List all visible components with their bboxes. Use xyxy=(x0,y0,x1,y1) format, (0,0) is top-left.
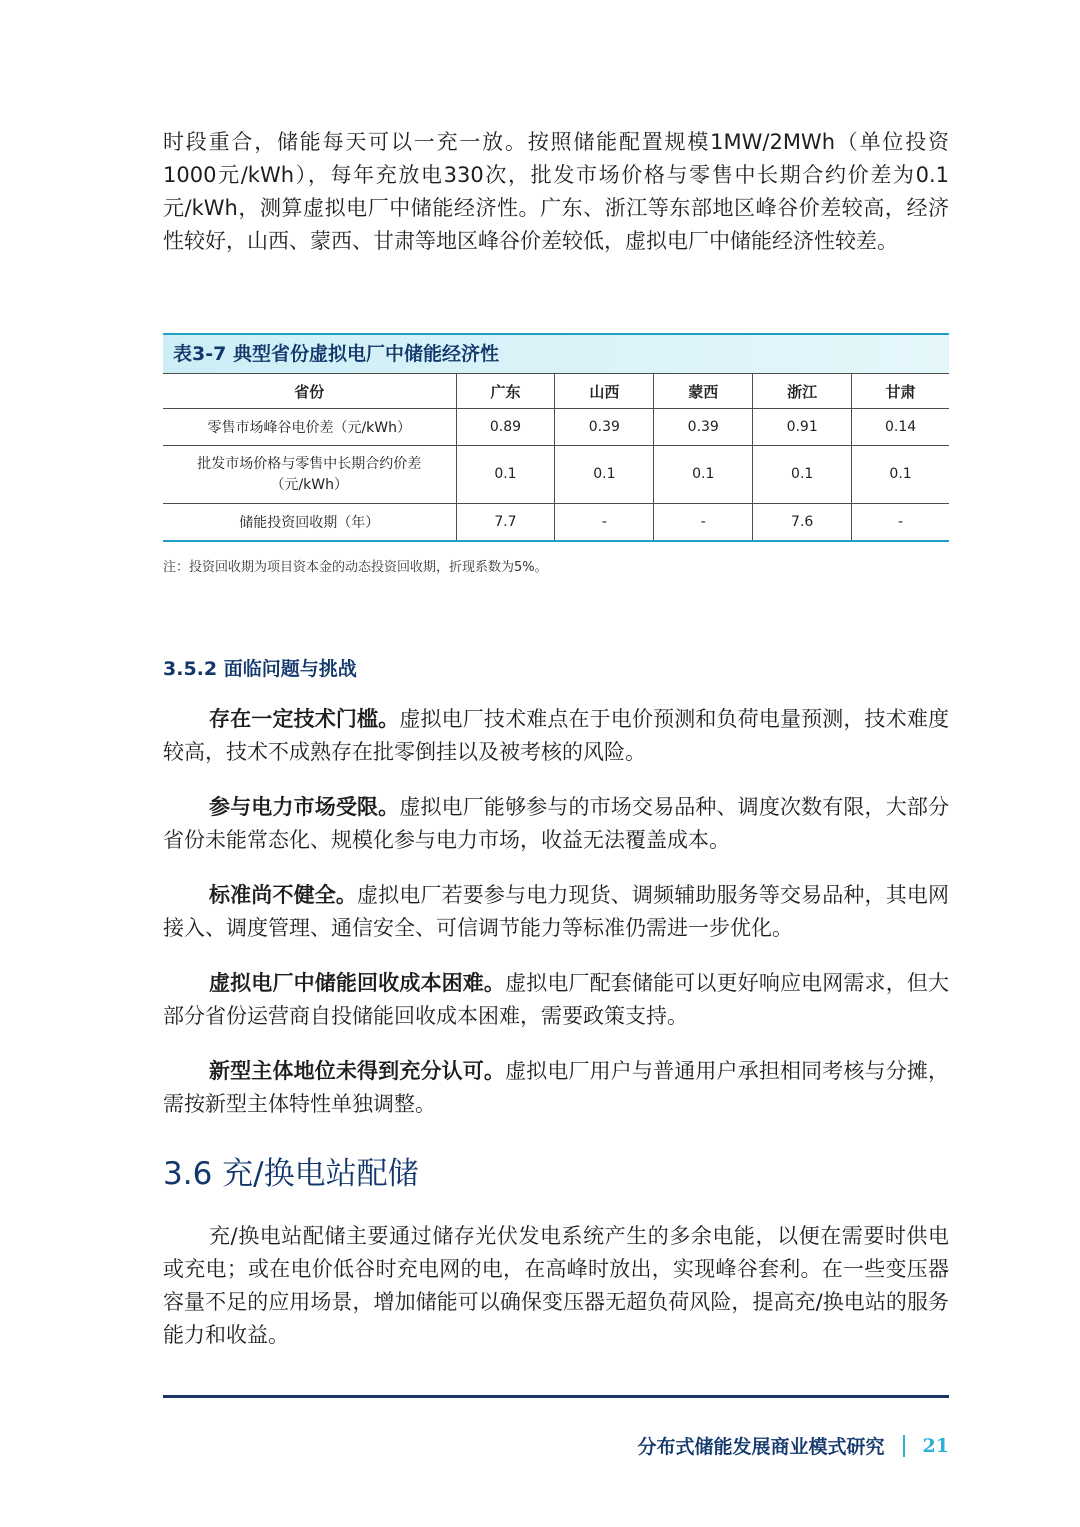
issues-list xyxy=(163,703,949,1143)
row-label: 储能投资回收期（年） xyxy=(163,504,456,542)
table-cell: 0.1 xyxy=(753,446,852,504)
table-cell: 0.1 xyxy=(555,446,654,504)
header-cell: 浙江 xyxy=(753,374,852,409)
issue-text: 虚拟电厂若要参与电力现货、调频辅助服务等交易品种，其电网接入、调度管理、通信安全、可信调节能力等标准仍需进一步优化。 xyxy=(163,883,949,940)
table-row xyxy=(163,504,949,542)
issue-title: 标准尚不健全。 xyxy=(209,883,358,907)
table-cell: 0.1 xyxy=(456,446,555,504)
table-cell: 0.39 xyxy=(555,409,654,446)
table-cell: - xyxy=(654,504,753,542)
section-heading-3-5-2: 3.5.2 面临问题与挑战 xyxy=(163,658,357,680)
row-label xyxy=(163,446,456,504)
issue-title: 虚拟电厂中储能回收成本困难。 xyxy=(209,971,506,995)
section-heading-3-6: 3.6 充/换电站配储 xyxy=(163,1156,419,1192)
section-3-6-paragraph: 充/换电站配储主要通过储存光伏发电系统产生的多余电能，以便在需要时供电或充电；或在电价低谷时充电网的电，在高峰时放出，实现峰谷套利。在一些变压器容量不足的应用场景，增加储能可以确保变压器无超负荷风险，提高充/换电站的服务能力和收益。 xyxy=(163,1224,949,1347)
table-cell: 0.91 xyxy=(753,409,852,446)
table-cell: 0.89 xyxy=(456,409,555,446)
table-cell: 7.7 xyxy=(456,504,555,542)
footer-title: 分布式储能发展商业模式研究 xyxy=(637,1436,885,1458)
issue-title: 参与电力市场受限。 xyxy=(209,795,400,819)
issue-title: 新型主体地位未得到充分认可。 xyxy=(209,1059,506,1083)
table-cell: 0.1 xyxy=(852,446,949,504)
footer-divider xyxy=(163,1395,949,1398)
table-header-row xyxy=(163,374,949,409)
table-cell: 0.1 xyxy=(654,446,753,504)
table-note: 注：投资回收期为项目资本金的动态投资回收期，折现系数为5%。 xyxy=(163,560,548,575)
issue-text: 虚拟电厂能够参与的市场交易品种、调度次数有限，大部分省份未能常态化、规模化参与电力市场，收益无法覆盖成本。 xyxy=(163,795,950,852)
issue-text: 虚拟电厂配套储能可以更好响应电网需求，但大部分省份运营商自投储能回收成本困难，需要政策支持。 xyxy=(163,971,950,1028)
issue-paragraph xyxy=(163,879,949,945)
intro-paragraph-block xyxy=(163,126,949,258)
header-cell: 省份 xyxy=(163,374,456,409)
table-cell: 0.39 xyxy=(654,409,753,446)
header-cell: 山西 xyxy=(555,374,654,409)
row-label-line: （元/kWh） xyxy=(270,476,349,493)
issue-paragraph xyxy=(163,1055,949,1121)
issue-title: 存在一定技术门槛。 xyxy=(209,707,400,731)
table-cell: 0.14 xyxy=(852,409,949,446)
economics-table-section xyxy=(163,333,949,575)
header-cell: 甘肃 xyxy=(852,374,949,409)
table-cell: - xyxy=(852,504,949,542)
issue-paragraph xyxy=(163,967,949,1033)
table-cell: 7.6 xyxy=(753,504,852,542)
page-footer xyxy=(638,1432,949,1459)
issue-text: 虚拟电厂用户与普通用户承担相同考核与分摊，需按新型主体特性单独调整。 xyxy=(163,1059,950,1116)
footer-separator xyxy=(903,1435,905,1457)
issue-text: 虚拟电厂技术难点在于电价预测和负荷电量预测，技术难度较高，技术不成熟存在批零倒挂以及被考核的风险。 xyxy=(163,707,950,764)
header-cell: 广东 xyxy=(456,374,555,409)
table-row xyxy=(163,446,949,504)
intro-paragraph: 时段重合，储能每天可以一充一放。按照储能配置规模1MW/2MWh（单位投资1000元/kWh），每年充放电330次，批发市场价格与零售中长期合约价差为0.1元/kWh，测算虚拟电厂中储能经济性。广东、浙江等东部地区峰谷价差较高，经济性较好，山西、蒙西、甘肃等地区峰谷价差较低，虚拟电厂中储能经济性较差。 xyxy=(163,130,949,253)
table-title: 表3-7 典型省份虚拟电厂中储能经济性 xyxy=(163,333,949,373)
table-cell: - xyxy=(555,504,654,542)
economics-table xyxy=(163,373,949,542)
table-row xyxy=(163,409,949,446)
issue-paragraph xyxy=(163,791,949,857)
row-label: 零售市场峰谷电价差（元/kWh） xyxy=(163,409,456,446)
page-number: 21 xyxy=(922,1434,949,1457)
header-cell: 蒙西 xyxy=(654,374,753,409)
issue-paragraph xyxy=(163,703,949,769)
section-3-6-body xyxy=(163,1220,949,1352)
row-label-line: 批发市场价格与零售中长期合约价差 xyxy=(197,455,422,472)
